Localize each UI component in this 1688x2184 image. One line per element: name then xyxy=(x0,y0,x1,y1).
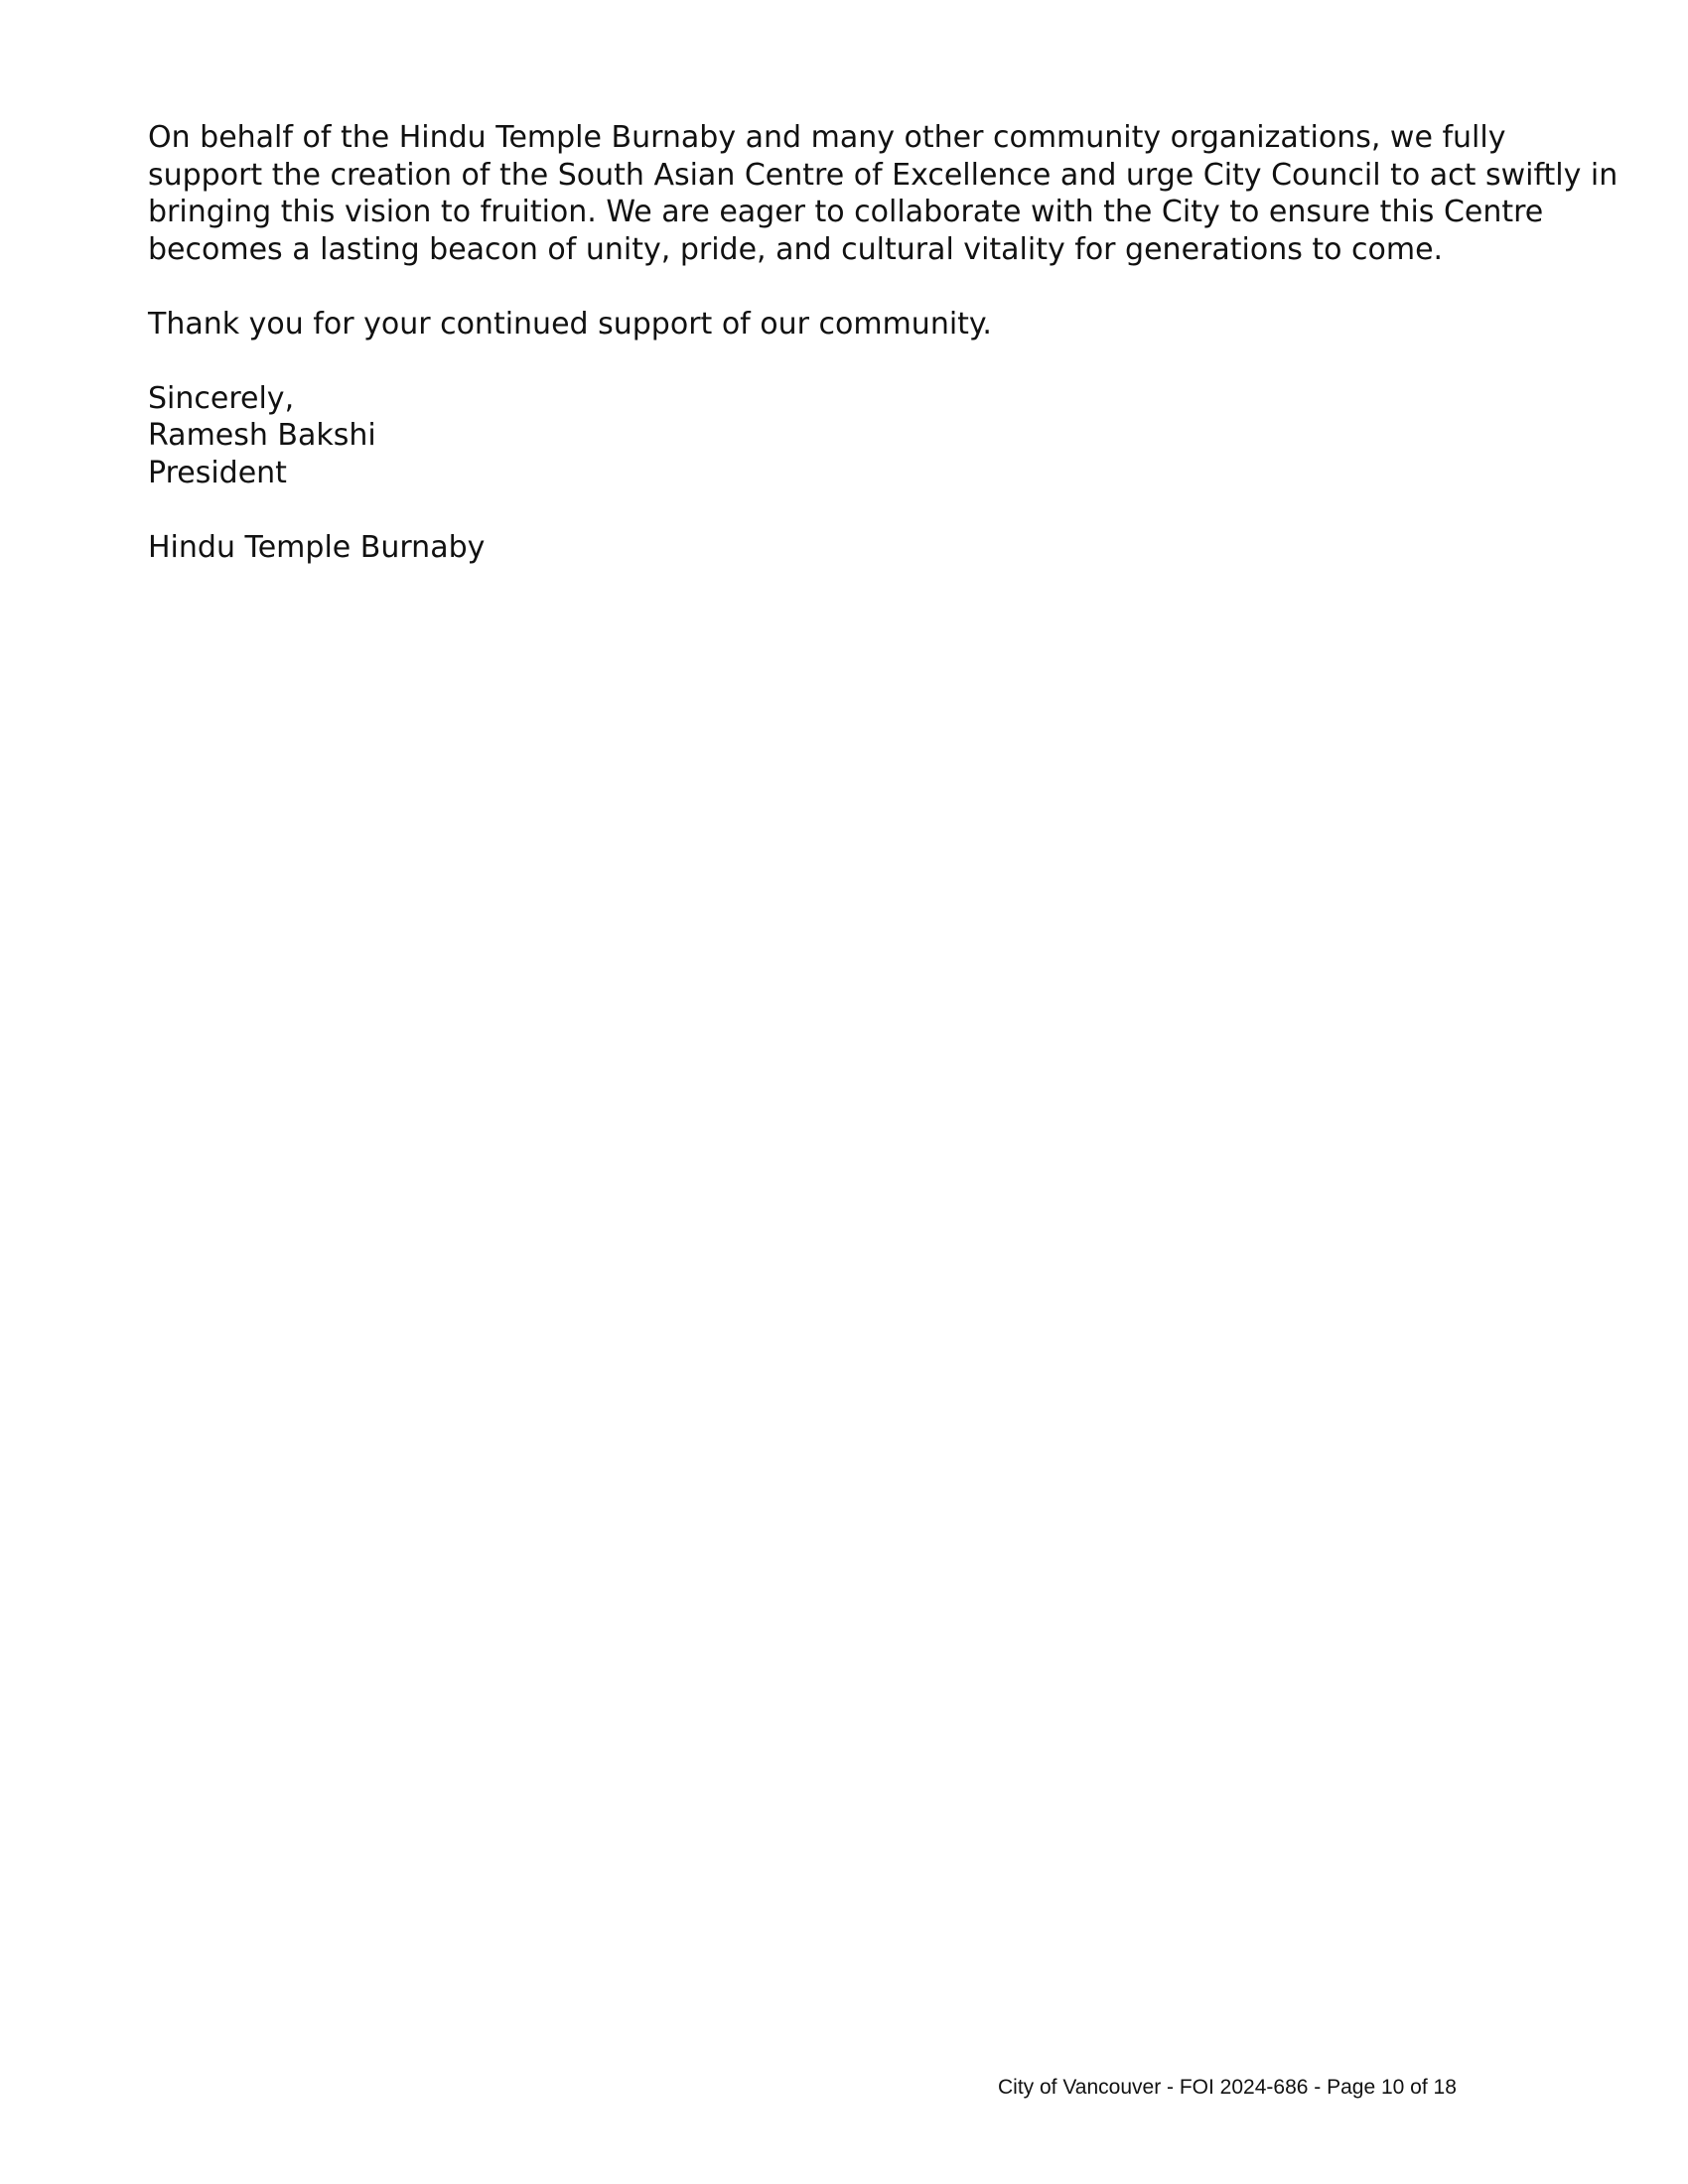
support-paragraph xyxy=(148,119,1618,268)
closing-salutation: Sincerely, xyxy=(148,380,295,416)
organization-line: Hindu Temple Burnaby xyxy=(148,529,486,565)
paragraph-line: On behalf of the Hindu Temple Burnaby and many other community organizations, we fully xyxy=(148,120,1506,155)
page-footer: City of Vancouver - FOI 2024-686 - Page 10 of 18 xyxy=(998,2076,1457,2099)
thank-you-line: Thank you for your continued support of our community. xyxy=(148,306,992,341)
paragraph-line: bringing this vision to fruition. We are eager to collaborate with the City to ensure this Centre xyxy=(148,195,1544,229)
paragraph-line: support the creation of the South Asian Centre of Excellence and urge City Council to act swiftly in xyxy=(148,157,1618,193)
signer-title: President xyxy=(148,455,287,490)
signature-block xyxy=(148,380,1558,492)
paragraph-line: becomes a lasting beacon of unity, pride, and cultural vitality for generations to come. xyxy=(148,231,1444,267)
organization-name xyxy=(148,529,1558,567)
signer-name: Ramesh Bakshi xyxy=(148,418,376,453)
letter-body xyxy=(148,119,1618,604)
thank-you-paragraph xyxy=(148,306,1558,343)
